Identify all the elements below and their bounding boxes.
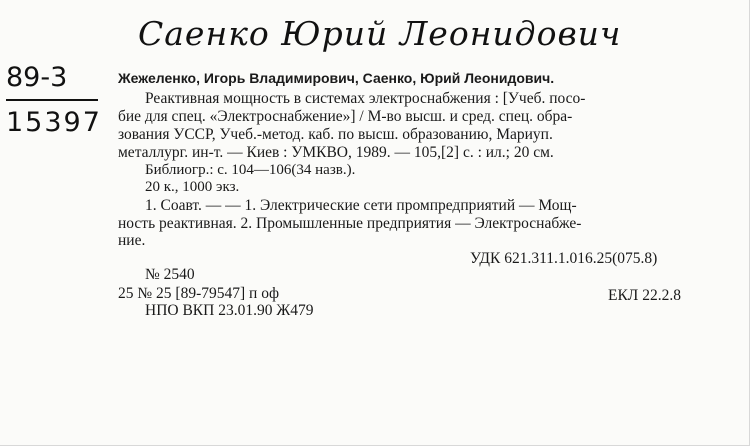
- description-line: зования УССР, Учеб.-метод. каб. по высш. образованию, Мариуп.: [118, 126, 553, 143]
- shelf-mark-top: 89-3: [6, 62, 68, 93]
- copies-note: 20 к., 1000 экз.: [145, 179, 240, 195]
- description-line: бие для спец. «Электроснабжение»] / М-во высш. и сред. спец. обра-: [118, 108, 573, 125]
- udc-code: УДК 621.311.1.016.25(075.8): [470, 250, 658, 267]
- record-number: № 2540: [145, 266, 195, 283]
- card-heading: Жежеленко, Игорь Владимирович, Саенко, Юрий Леонидович.: [118, 70, 555, 86]
- shelf-mark: [6, 64, 102, 136]
- description-line: металлург. ин-т. — Киев : УМКВО, 1989. — 105,[2] с. : ил.; 20 см.: [118, 144, 554, 161]
- subject-line: 1. Соавт. — — 1. Электрические сети промпредприятий — Мощ-: [145, 197, 577, 214]
- order-line: 25 № 25 [89-79547] п оф: [118, 285, 279, 302]
- shelf-mark-bottom: 15397: [6, 107, 102, 138]
- bibliography-note: Библиогр.: с. 104—106(34 назв.).: [145, 162, 356, 178]
- ekl-code: ЕКЛ 22.2.8: [608, 287, 681, 304]
- description-line: Реактивная мощность в системах электроснабжения : [Учеб. посо-: [145, 90, 586, 107]
- subject-line: ность реактивная. 2. Промышленные предприятия — Электроснабже-: [118, 215, 582, 232]
- subject-line: ние.: [118, 232, 146, 249]
- npo-line: НПО ВКП 23.01.90 Ж479: [145, 302, 314, 319]
- handwritten-author-note: Саенко Юрий Леонидович: [138, 14, 622, 53]
- shelf-mark-divider: [6, 99, 98, 101]
